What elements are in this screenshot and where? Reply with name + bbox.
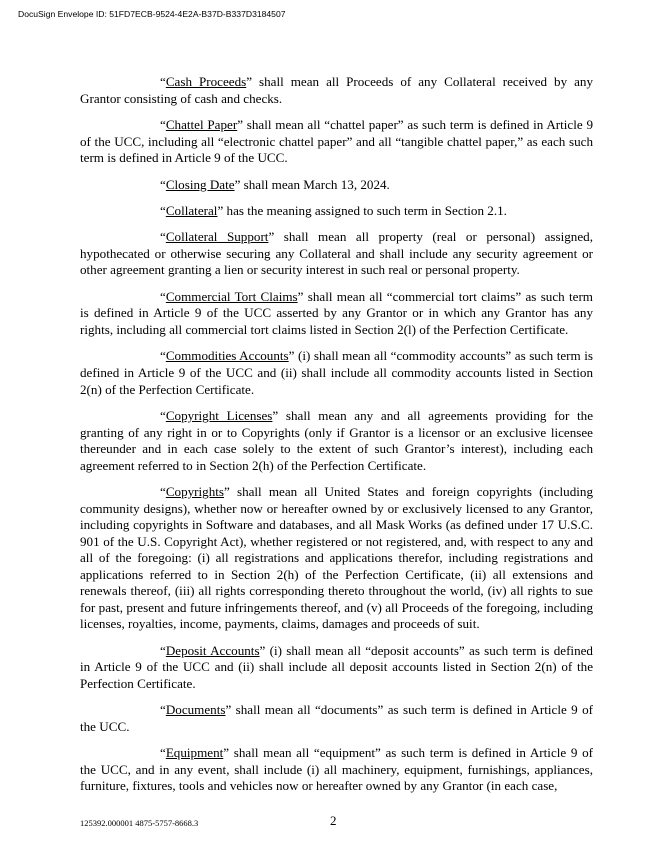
defined-term: Commodities Accounts bbox=[165, 348, 289, 364]
defined-term: Collateral bbox=[165, 202, 218, 218]
definition-paragraph bbox=[80, 289, 593, 339]
definition-text: ” shall mean all property (real or personal) assigned, hypothecated or otherwise securing any Collateral and shall include any security agreement or other agreement granting a lien or security interest in such real or personal property. bbox=[80, 229, 593, 278]
open-quote: “ bbox=[160, 202, 166, 218]
definition-text: ” has the meaning assigned to such term in Section 2.1. bbox=[217, 202, 507, 218]
open-quote: “ bbox=[160, 348, 166, 364]
defined-term: Deposit Accounts bbox=[165, 642, 260, 658]
definition-paragraph bbox=[80, 745, 593, 795]
definition-text: ” (i) shall mean all “deposit accounts” as such term is defined in Article 9 of the UCC and (ii) shall include all deposit accounts listed in Section 2(n) of the Perfection Certificate. bbox=[80, 642, 593, 691]
defined-term: Copyrights bbox=[165, 484, 225, 500]
definition-text: ” shall mean any and all agreements providing for the granting of any right in or to Copyrights (only if Grantor is a licensor or an exclusive licensee thereunder and in each case solely to the extent of such Grantor’s interest), including each agreement referred to in Section 2(h) of the Perfection Certificate. bbox=[80, 407, 594, 473]
definition-text: ” shall mean March 13, 2024. bbox=[234, 176, 390, 192]
defined-term: Collateral Support bbox=[165, 229, 269, 245]
open-quote: “ bbox=[160, 288, 166, 304]
definition-text: ” shall mean all “commercial tort claims” as such term is defined in Article 9 of the UCC asserted by any Grantor or in which any Grantor has any rights, including all commercial tort claims listed in Section 2(l) of the Perfection Certificate. bbox=[80, 288, 593, 338]
definition-paragraph bbox=[80, 348, 593, 398]
definition-text: ” (i) shall mean all “commodity accounts” as such term is defined in Article 9 of the UCC and (ii) shall include all commodity accounts listed in Section 2(n) of the Perfection Certificate. bbox=[80, 348, 593, 397]
definition-paragraph bbox=[80, 74, 593, 107]
open-quote: “ bbox=[160, 116, 166, 132]
open-quote: “ bbox=[160, 229, 166, 245]
definition-text: ” shall mean all “equipment” as such term is defined in Article 9 of the UCC, and in any event, shall include (i) all machinery, equipment, furnishings, appliances, furniture, fixtures, tools and vehicles now or hereafter owned by any Grantor (in each case, bbox=[80, 745, 593, 794]
docusign-envelope-id: DocuSign Envelope ID: 51FD7ECB-9524-4E2A-B37D-B337D3184507 bbox=[18, 9, 286, 19]
open-quote: “ bbox=[160, 484, 166, 500]
definition-paragraph bbox=[80, 229, 593, 279]
definition-paragraph bbox=[80, 408, 593, 474]
definition-text: ” shall mean all United States and foreign copyrights (including community designs), whether now or hereafter owned by or exclusively licensed to any Grantor, including copyrights in Software and databases, and all Mask Works (as defined under 17 U.S.C. 901 of the U.S. Copyright Act), whether registered or not registered, and, with respect to any and all of the foregoing: (i) all registrations and applications therefor, including registrations and applications referred to in Section 2(h) of the Perfection Certificate, (ii) all extensions and renewals thereof, (iii) all rights corresponding thereto throughout the world, (iv) all rights to sue for past, present and future infringements thereof, and (v) all Proceeds of the foregoing, including licenses, royalties, income, payments, claims, damages and proceeds of suit. bbox=[80, 484, 593, 632]
definition-paragraph bbox=[80, 643, 593, 693]
defined-term: Commercial Tort Claims bbox=[165, 288, 298, 304]
definition-paragraph bbox=[80, 117, 593, 167]
definition-text: ” shall mean all “documents” as such term is defined in Article 9 of the UCC. bbox=[80, 702, 593, 734]
open-quote: “ bbox=[160, 407, 166, 423]
page-number: 2 bbox=[330, 813, 337, 828]
defined-term: Chattel Paper bbox=[165, 116, 238, 132]
document-body bbox=[80, 74, 593, 805]
definition-paragraph bbox=[80, 702, 593, 735]
open-quote: “ bbox=[160, 642, 166, 658]
defined-term: Closing Date bbox=[165, 176, 235, 192]
defined-term: Copyright Licenses bbox=[165, 407, 273, 423]
definition-paragraph bbox=[80, 177, 593, 194]
open-quote: “ bbox=[160, 74, 166, 89]
open-quote: “ bbox=[160, 745, 166, 761]
definition-paragraph bbox=[80, 484, 593, 633]
open-quote: “ bbox=[160, 702, 166, 718]
definition-text: ” shall mean all “chattel paper” as such term is defined in Article 9 of the UCC, including all “electronic chattel paper” and all “tangible chattel paper,” as each such term is defined in Article 9 of the UCC. bbox=[80, 116, 593, 166]
definition-text: ” shall mean all Proceeds of any Collateral received by any Grantor consisting of cash and checks. bbox=[80, 74, 594, 106]
open-quote: “ bbox=[160, 176, 166, 192]
defined-term: Cash Proceeds bbox=[165, 74, 247, 89]
definition-paragraph bbox=[80, 203, 593, 220]
defined-term: Equipment bbox=[165, 745, 224, 761]
footer-document-id: 125392.000001 4875-5757-8668.3 bbox=[80, 818, 199, 828]
defined-term: Documents bbox=[165, 702, 226, 718]
